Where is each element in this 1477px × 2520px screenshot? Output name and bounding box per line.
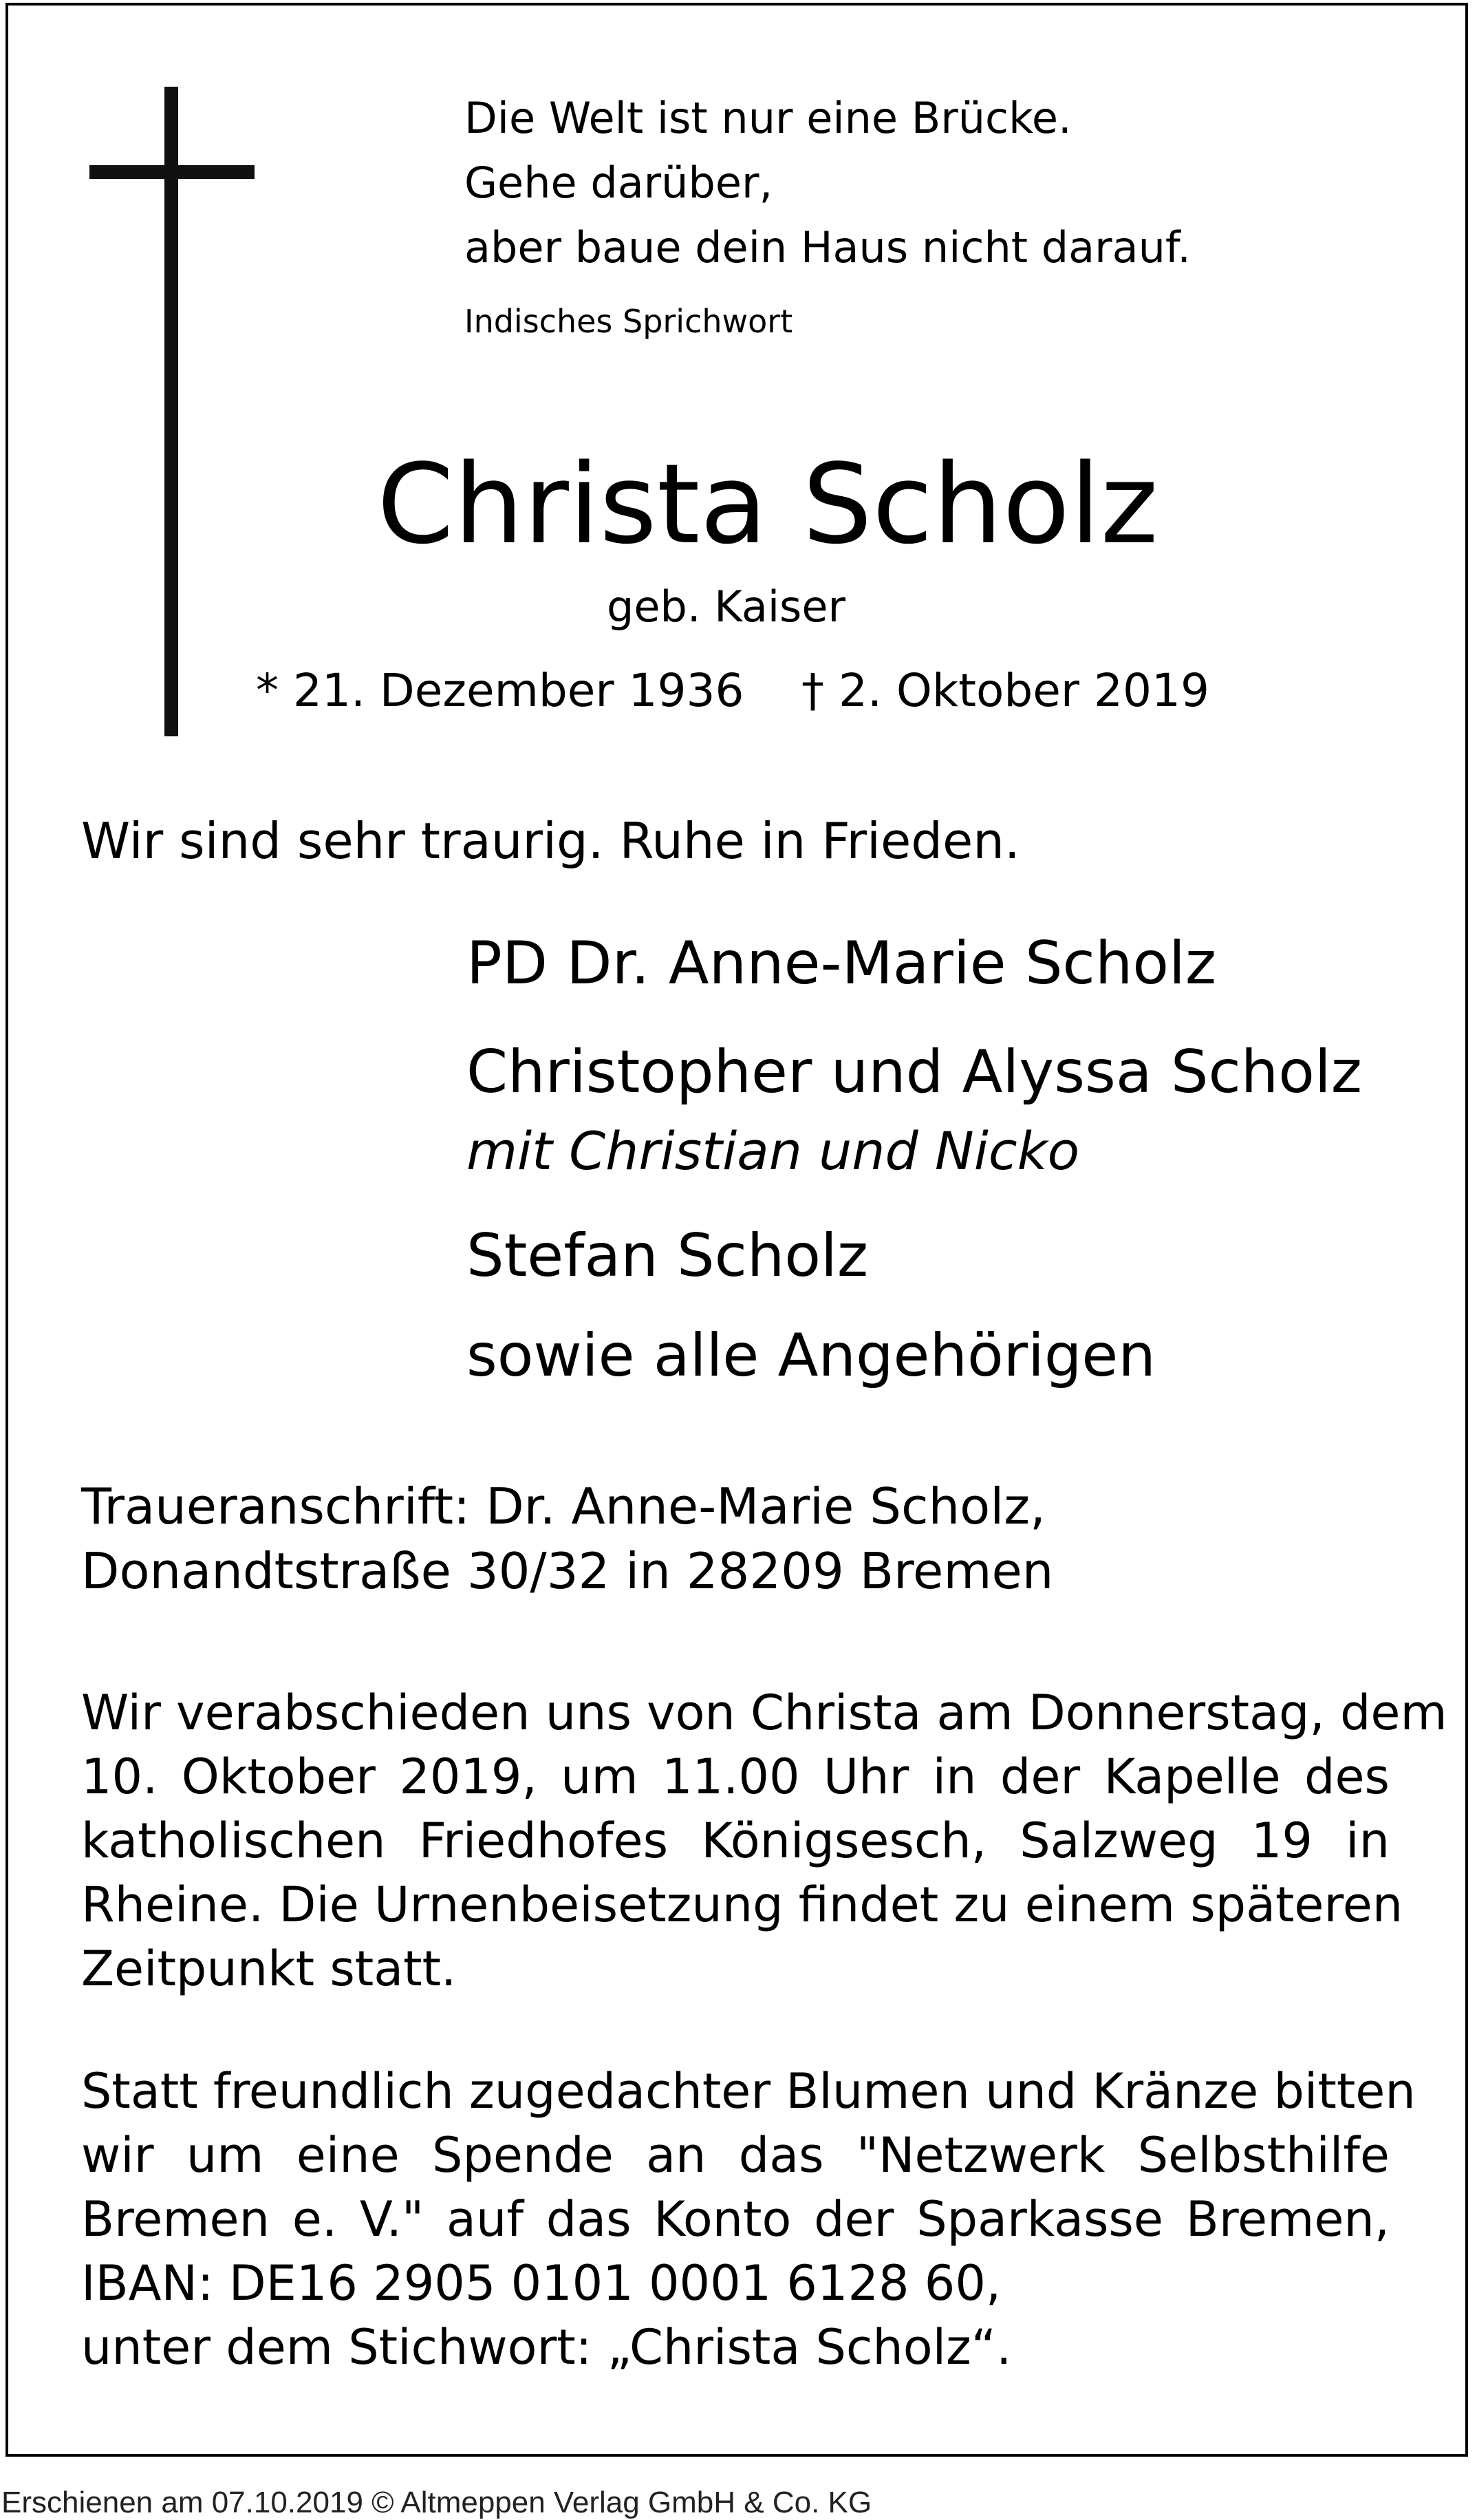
funeral-paragraph [81, 1681, 1447, 2001]
paragraph-line: Zeitpunkt statt. [81, 1941, 457, 1997]
quote-line: aber baue dein Haus nicht darauf. [464, 222, 1191, 273]
address-line: Donandtstraße 30/32 in 28209 Bremen [81, 1542, 1054, 1600]
death-date: † 2. Oktober 2019 [801, 664, 1209, 717]
paragraph-line: 10. Oktober 2019, um 11.00 Uhr in der Kapelle des [81, 1749, 1390, 1805]
publication-footer: Erschienen am 07.10.2019 © Altmeppen Verlag GmbH & Co. KG [1, 2486, 872, 2519]
birth-name: geb. Kaiser [607, 581, 845, 632]
paragraph-line: katholischen Friedhofes Königsesch, Salzweg 19 in [81, 1813, 1390, 1869]
quote-line: Gehe darüber, [464, 158, 773, 208]
birth-date: * 21. Dezember 1936 [256, 664, 744, 717]
paragraph-line: unter dem Stichwort: „Christa Scholz“. [81, 2319, 1012, 2375]
condolence-text: Wir sind sehr traurig. Ruhe in Frieden. [81, 812, 1020, 870]
donation-paragraph [81, 2060, 1416, 2380]
paragraph-line: Bremen e. V." auf das Konto der Sparkasse Bremen, [81, 2191, 1390, 2247]
mourner-name: PD Dr. Anne-Marie Scholz [466, 929, 1216, 998]
quote-source: Indisches Sprichwort [464, 303, 793, 340]
paragraph-line: wir um eine Spende an das "Netzwerk Selbsthilfe [81, 2127, 1390, 2183]
paragraph-line: Wir verabschieden uns von Christa am Donnerstag, dem [81, 1685, 1447, 1741]
paragraph-line: Statt freundlich zugedachter Blumen und Kränze bitten [81, 2063, 1416, 2119]
quote-line: Die Welt ist nur eine Brücke. [464, 93, 1072, 143]
cross-icon-horizontal-beam [89, 165, 255, 179]
mourner-name: Stefan Scholz [466, 1221, 869, 1290]
mourner-name: Christopher und Alyssa Scholz [466, 1038, 1362, 1107]
mourner-name: sowie alle Angehörigen [466, 1321, 1156, 1390]
address-line: Traueranschrift: Dr. Anne-Marie Scholz, [81, 1477, 1046, 1535]
paragraph-line: Rheine. Die Urnenbeisetzung findet zu einem späteren [81, 1877, 1403, 1933]
paragraph-line: IBAN: DE16 2905 0101 0001 6128 60, [81, 2255, 1002, 2311]
cross-icon-vertical-beam [164, 87, 178, 736]
deceased-name: Christa Scholz [377, 440, 1158, 568]
mourner-subline: mit Christian und Nicko [466, 1120, 1080, 1182]
